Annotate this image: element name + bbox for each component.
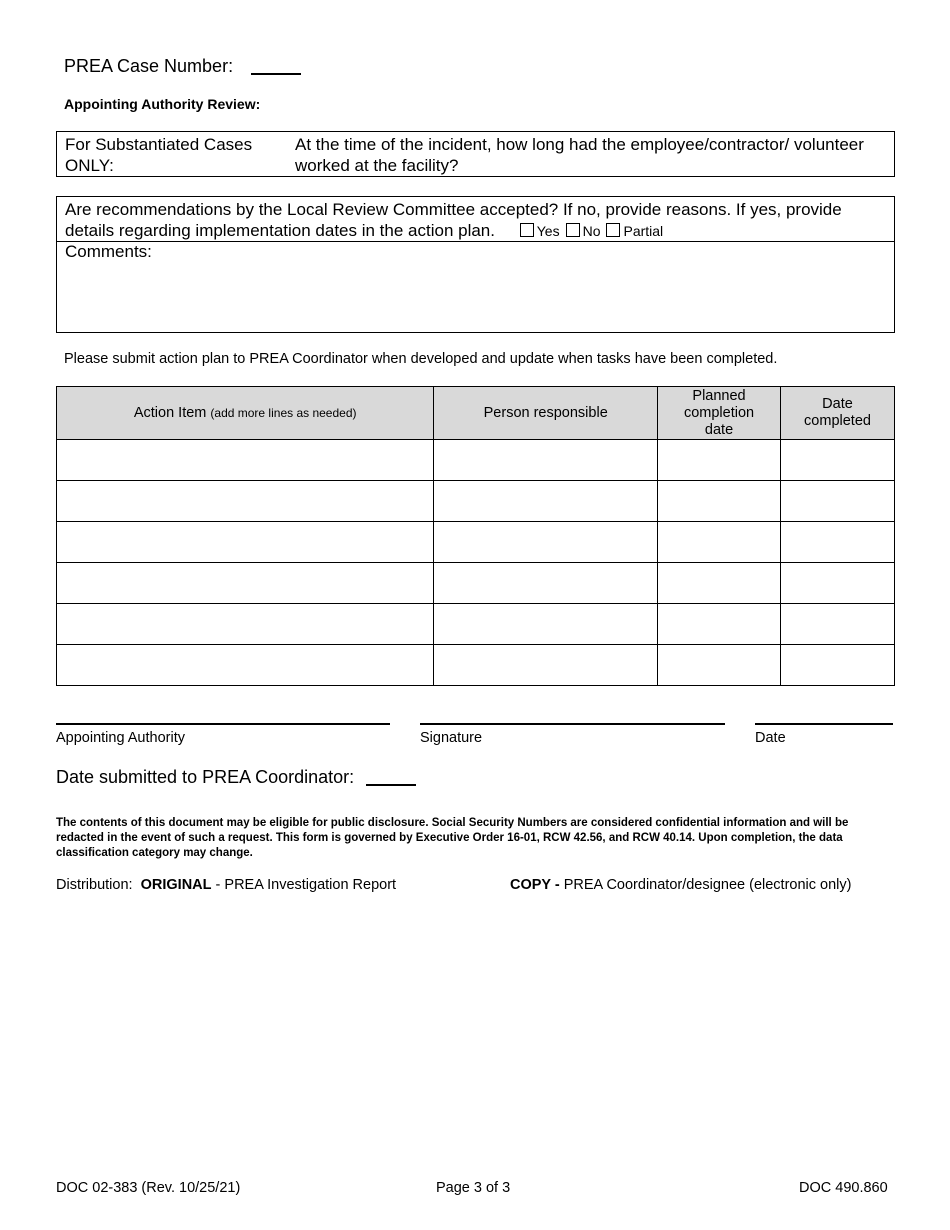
distribution-original: [56, 877, 396, 893]
col-action-note: (add more lines as needed): [210, 405, 357, 420]
review-heading: Appointing Authority Review:: [64, 96, 261, 112]
substantiated-box: [56, 131, 895, 177]
completed-cell[interactable]: [781, 481, 895, 522]
authority-label: Appointing Authority: [56, 730, 185, 746]
col-date-completed: Date completed: [781, 387, 895, 440]
planned-cell[interactable]: [658, 481, 781, 522]
yes-label: Yes: [536, 223, 560, 239]
action-cell[interactable]: [57, 440, 434, 481]
submit-note: Please submit action plan to PREA Coordinator when developed and update when tasks have been completed.: [64, 351, 778, 367]
completed-cell[interactable]: [781, 522, 895, 563]
table-row: [57, 645, 895, 686]
recommendations-question: Are recommendations by the Local Review Committee accepted? If no, provide reasons. If yes, provide details regarding implementation dates in the action plan.: [65, 200, 842, 240]
table-row: [57, 522, 895, 563]
action-plan-table: [56, 386, 895, 686]
date-submitted-field[interactable]: [366, 770, 416, 786]
action-cell[interactable]: [57, 604, 434, 645]
case-number-row: [64, 56, 301, 77]
date-label: Date: [755, 730, 786, 746]
person-cell[interactable]: [434, 645, 658, 686]
person-cell[interactable]: [434, 440, 658, 481]
comments-label: Comments:: [65, 242, 152, 261]
disclosure-notice: The contents of this document may be eligible for public disclosure. Social Security Numbers are considered confidential information and will be redacted in the event of such a request. This form is governed by Executive Order 16-01, RCW 42.56, and RCW 40.14. Upon completion, the data classification category may change.: [56, 817, 849, 859]
person-cell[interactable]: [434, 563, 658, 604]
copy-bold: COPY -: [510, 877, 560, 893]
col-planned-date: Planned completion date: [658, 387, 781, 440]
signature-line[interactable]: [420, 723, 725, 725]
table-header-row: [57, 387, 895, 440]
person-cell[interactable]: [434, 481, 658, 522]
date-submitted-row: [56, 767, 416, 788]
col-action-label: Action Item: [133, 404, 207, 421]
original-bold: ORIGINAL: [140, 877, 212, 893]
page-number: Page 3 of 3: [436, 1180, 511, 1196]
policy-number: DOC 490.860: [799, 1180, 888, 1196]
person-cell[interactable]: [434, 604, 658, 645]
table-row: [57, 604, 895, 645]
date-submitted-label: Date submitted to PREA Coordinator:: [56, 767, 355, 787]
recommendations-box: [56, 196, 895, 333]
case-number-label: PREA Case Number:: [64, 56, 234, 76]
authority-signature-line[interactable]: [56, 723, 390, 725]
signature-label: Signature: [420, 730, 483, 746]
original-rest: - PREA Investigation Report: [211, 877, 397, 893]
date-line[interactable]: [755, 723, 893, 725]
completed-cell[interactable]: [781, 645, 895, 686]
no-checkbox[interactable]: [566, 223, 580, 237]
action-cell[interactable]: [57, 563, 434, 604]
col-person-responsible: Person responsible: [434, 387, 658, 440]
completed-cell[interactable]: [781, 604, 895, 645]
recommendations-question-block: [65, 199, 890, 242]
form-number: DOC 02-383 (Rev. 10/25/21): [56, 1180, 241, 1196]
tenure-question: At the time of the incident, how long had the employee/contractor/ volunteer worked at the facility?: [295, 135, 864, 175]
table-row: [57, 563, 895, 604]
action-cell[interactable]: [57, 522, 434, 563]
col-action-item: [57, 387, 434, 440]
planned-cell[interactable]: [658, 440, 781, 481]
planned-cell[interactable]: [658, 522, 781, 563]
distribution-label: Distribution:: [56, 877, 133, 893]
planned-cell[interactable]: [658, 563, 781, 604]
table-row: [57, 481, 895, 522]
person-cell[interactable]: [434, 522, 658, 563]
distribution-copy: [510, 877, 851, 893]
partial-label: Partial: [623, 223, 664, 239]
partial-checkbox[interactable]: [606, 223, 620, 237]
planned-cell[interactable]: [658, 645, 781, 686]
yes-checkbox[interactable]: [520, 223, 534, 237]
copy-rest: PREA Coordinator/designee (electronic only): [559, 877, 852, 893]
action-cell[interactable]: [57, 645, 434, 686]
no-label: No: [582, 223, 601, 239]
completed-cell[interactable]: [781, 563, 895, 604]
completed-cell[interactable]: [781, 440, 895, 481]
substantiated-label: For Substantiated Cases ONLY:: [65, 135, 253, 175]
divider: [57, 241, 894, 242]
table-row: [57, 440, 895, 481]
action-cell[interactable]: [57, 481, 434, 522]
case-number-field[interactable]: [251, 59, 301, 75]
planned-cell[interactable]: [658, 604, 781, 645]
